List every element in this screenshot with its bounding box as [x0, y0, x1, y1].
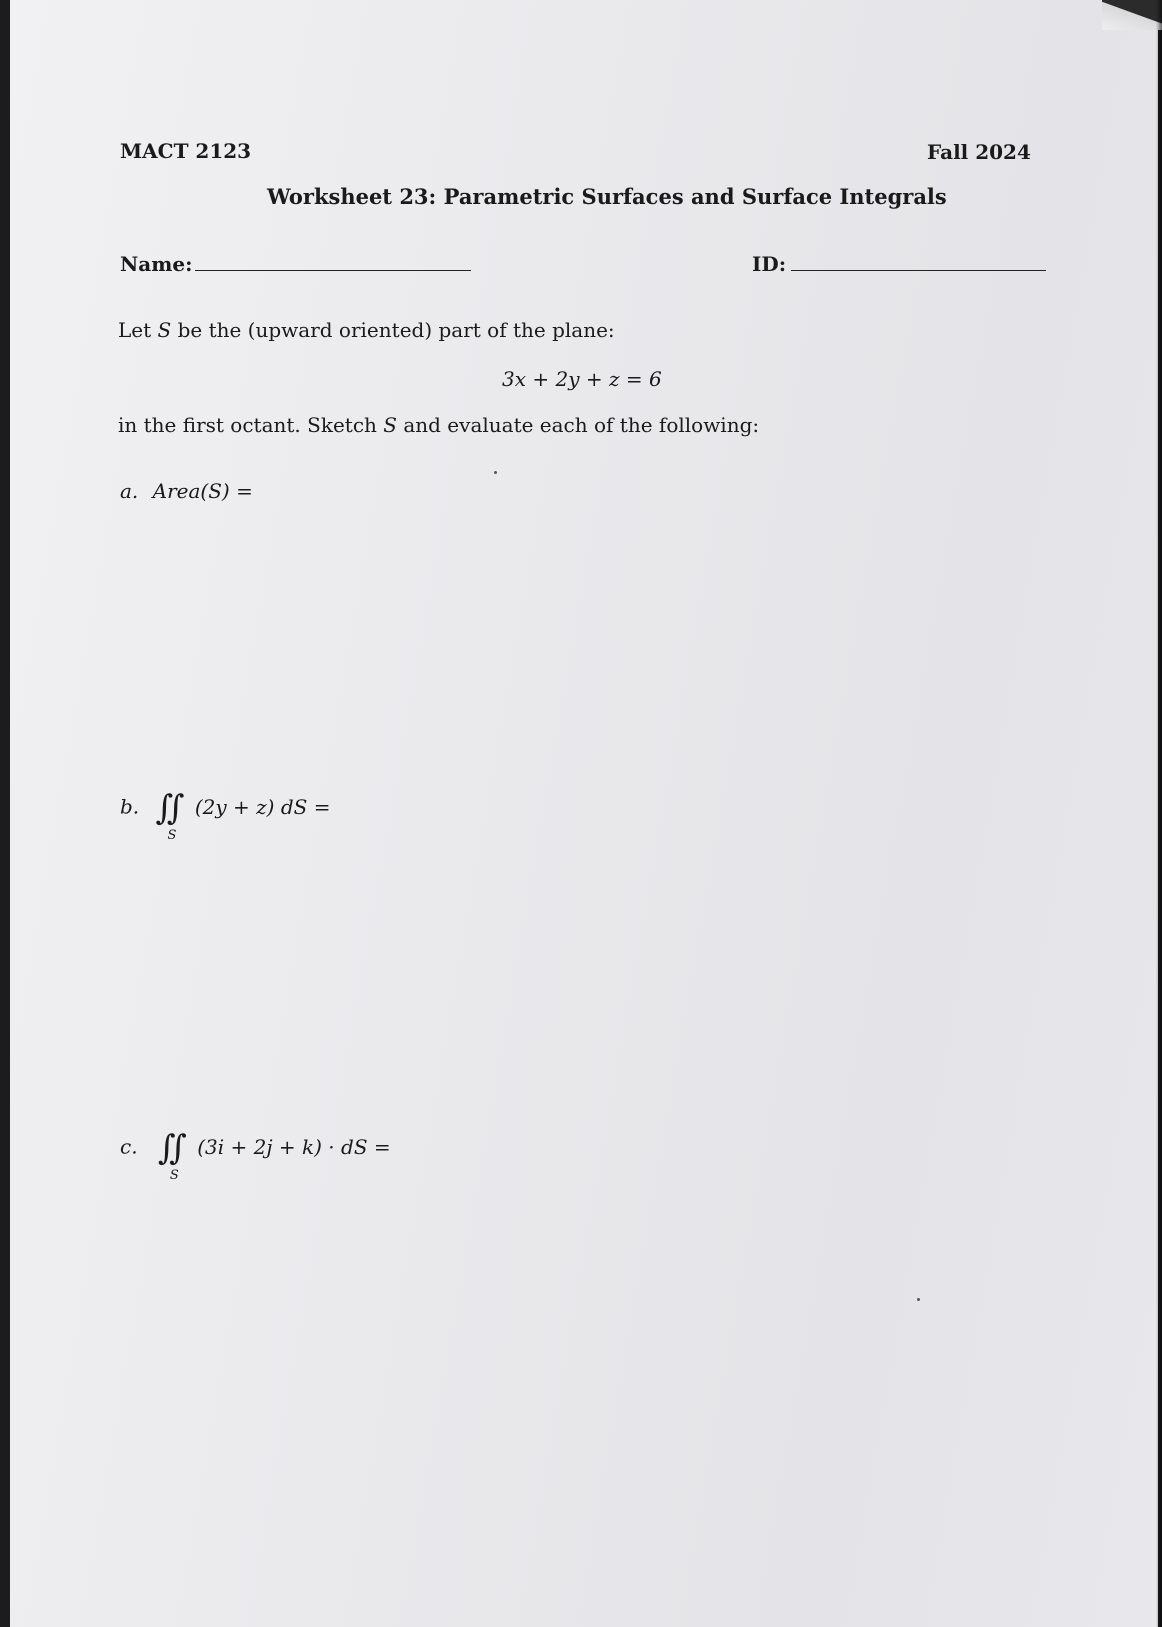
- paper-speck: [917, 1298, 920, 1301]
- worksheet-page: [10, 0, 1158, 1627]
- name-label: Name:: [120, 252, 193, 276]
- double-integral-c: [157, 1128, 187, 1183]
- name-blank-line[interactable]: [195, 270, 471, 271]
- integral-domain: S: [169, 1168, 179, 1183]
- problem-instructions: [118, 413, 759, 437]
- question-b: [120, 788, 331, 843]
- octant-var: S: [383, 413, 397, 437]
- paper-speck: [494, 471, 497, 474]
- intro-prefix: Let: [118, 318, 152, 342]
- plane-equation: 3x + 2y + z = 6: [502, 367, 662, 391]
- octant-prefix: in the first octant. Sketch: [118, 413, 377, 437]
- question-a-expr: Area(S) =: [152, 479, 253, 503]
- double-integral-b: [155, 788, 185, 843]
- integral-domain: S: [167, 828, 177, 843]
- page-corner-fold: [1102, 0, 1162, 30]
- intro-suffix: be the (upward oriented) part of the plane:: [177, 318, 615, 342]
- id-label: ID:: [752, 252, 787, 276]
- question-a-label: a.: [120, 479, 139, 503]
- course-code: MACT 2123: [120, 139, 252, 163]
- intro-var: S: [157, 318, 172, 342]
- double-integral-sign: ∬: [155, 788, 185, 828]
- double-integral-sign: ∬: [157, 1128, 187, 1168]
- octant-suffix: and evaluate each of the following:: [403, 413, 760, 437]
- question-b-expr: (2y + z) dS =: [194, 794, 331, 819]
- question-a: [120, 479, 253, 503]
- page-edge-shadow: [1156, 0, 1162, 1627]
- question-c: [120, 1128, 391, 1183]
- id-blank-line[interactable]: [791, 270, 1046, 271]
- worksheet-title: Worksheet 23: Parametric Surfaces and Surface Integrals: [267, 184, 947, 209]
- problem-intro: [118, 318, 615, 342]
- question-b-label: b.: [120, 794, 140, 819]
- question-c-expr: (3i + 2j + k) · dS =: [197, 1134, 391, 1159]
- term: Fall 2024: [927, 140, 1031, 164]
- question-c-label: c.: [120, 1134, 138, 1159]
